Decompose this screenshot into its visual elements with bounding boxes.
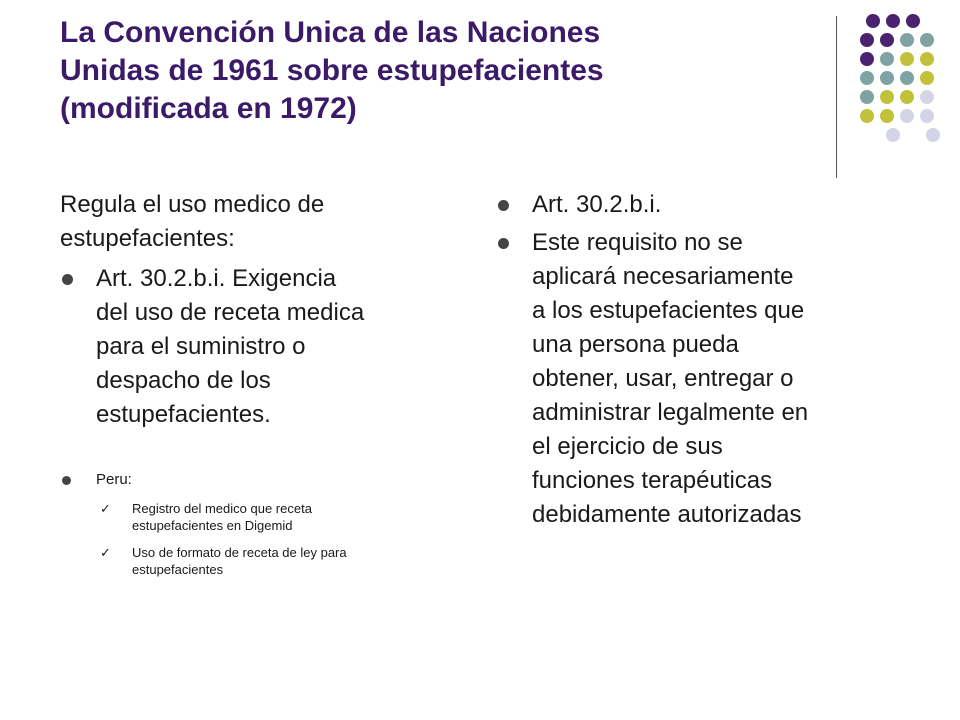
bullet-line: despacho de los bbox=[96, 367, 271, 394]
bullet-line: Art. 30.2.b.i. Exigencia bbox=[96, 265, 337, 292]
decorative-dot bbox=[860, 90, 874, 104]
decorative-divider bbox=[836, 16, 837, 178]
bullet-line: administrar legalmente en bbox=[532, 399, 809, 426]
decorative-dot bbox=[900, 52, 914, 66]
decorative-dot bbox=[906, 14, 920, 28]
decorative-dot bbox=[886, 14, 900, 28]
decorative-dot bbox=[920, 90, 934, 104]
list-item bbox=[496, 226, 916, 532]
decorative-dot bbox=[880, 71, 894, 85]
check-line: estupefacientes bbox=[132, 562, 224, 577]
list-item bbox=[496, 188, 916, 222]
bullet-line: Art. 30.2.b.i. bbox=[532, 191, 662, 218]
decorative-dot bbox=[920, 109, 934, 123]
decorative-dot bbox=[880, 109, 894, 123]
bullet-line: funciones terapéuticas bbox=[532, 467, 773, 494]
decorative-dot bbox=[920, 52, 934, 66]
check-item bbox=[96, 544, 460, 578]
decorative-dot bbox=[860, 33, 874, 47]
decorative-dot bbox=[860, 109, 874, 123]
check-item bbox=[96, 500, 460, 534]
bullet-icon bbox=[62, 274, 73, 285]
bullet-line: del uso de receta medica bbox=[96, 299, 365, 326]
decorative-dot bbox=[860, 52, 874, 66]
check-line: Uso de formato de receta de ley para bbox=[132, 545, 347, 560]
checkmark-icon: ✓ bbox=[100, 545, 111, 560]
bullet-icon bbox=[498, 238, 509, 249]
bullet-line: el ejercicio de sus bbox=[532, 433, 723, 460]
decorative-dot bbox=[900, 71, 914, 85]
bullet-line: estupefacientes. bbox=[96, 401, 271, 428]
title-line: La Convención Unica de las Naciones bbox=[60, 16, 601, 49]
bullet-line: a los estupefacientes que bbox=[532, 297, 805, 324]
bullet-line: para el suministro o bbox=[96, 333, 306, 360]
decorative-dot bbox=[880, 52, 894, 66]
lead-line: Regula el uso medico de bbox=[60, 191, 325, 218]
peru-label: Peru: bbox=[96, 471, 132, 488]
decorative-dot bbox=[900, 90, 914, 104]
right-column bbox=[496, 188, 916, 532]
bullet-line: obtener, usar, entregar o bbox=[532, 365, 794, 392]
decorative-dot-grid bbox=[848, 14, 952, 154]
bullet-line: Este requisito no se bbox=[532, 229, 743, 256]
bullet-icon bbox=[62, 476, 71, 485]
slide-title bbox=[60, 14, 780, 128]
decorative-dot bbox=[926, 128, 940, 142]
decorative-dot bbox=[886, 128, 900, 142]
check-line: estupefacientes en Digemid bbox=[132, 518, 293, 533]
bullet-line: aplicará necesariamente bbox=[532, 263, 794, 290]
checkmark-icon: ✓ bbox=[100, 501, 111, 516]
decorative-dot bbox=[866, 14, 880, 28]
decorative-dot bbox=[860, 71, 874, 85]
decorative-dot bbox=[880, 90, 894, 104]
decorative-dot bbox=[920, 71, 934, 85]
title-line: (modificada en 1972) bbox=[60, 92, 357, 125]
decorative-dot bbox=[900, 109, 914, 123]
lead-line: estupefacientes: bbox=[60, 225, 235, 252]
lead-text bbox=[60, 188, 460, 256]
decorative-dot bbox=[900, 33, 914, 47]
bullet-line: debidamente autorizadas bbox=[532, 501, 802, 528]
decorative-dot bbox=[880, 33, 894, 47]
bullet-icon bbox=[498, 200, 509, 211]
check-line: Registro del medico que receta bbox=[132, 501, 312, 516]
list-item bbox=[60, 262, 460, 432]
decorative-dot bbox=[920, 33, 934, 47]
title-line: Unidas de 1961 sobre estupefacientes bbox=[60, 54, 604, 87]
bullet-line: una persona pueda bbox=[532, 331, 739, 358]
left-column bbox=[60, 188, 460, 588]
list-item bbox=[60, 470, 460, 578]
